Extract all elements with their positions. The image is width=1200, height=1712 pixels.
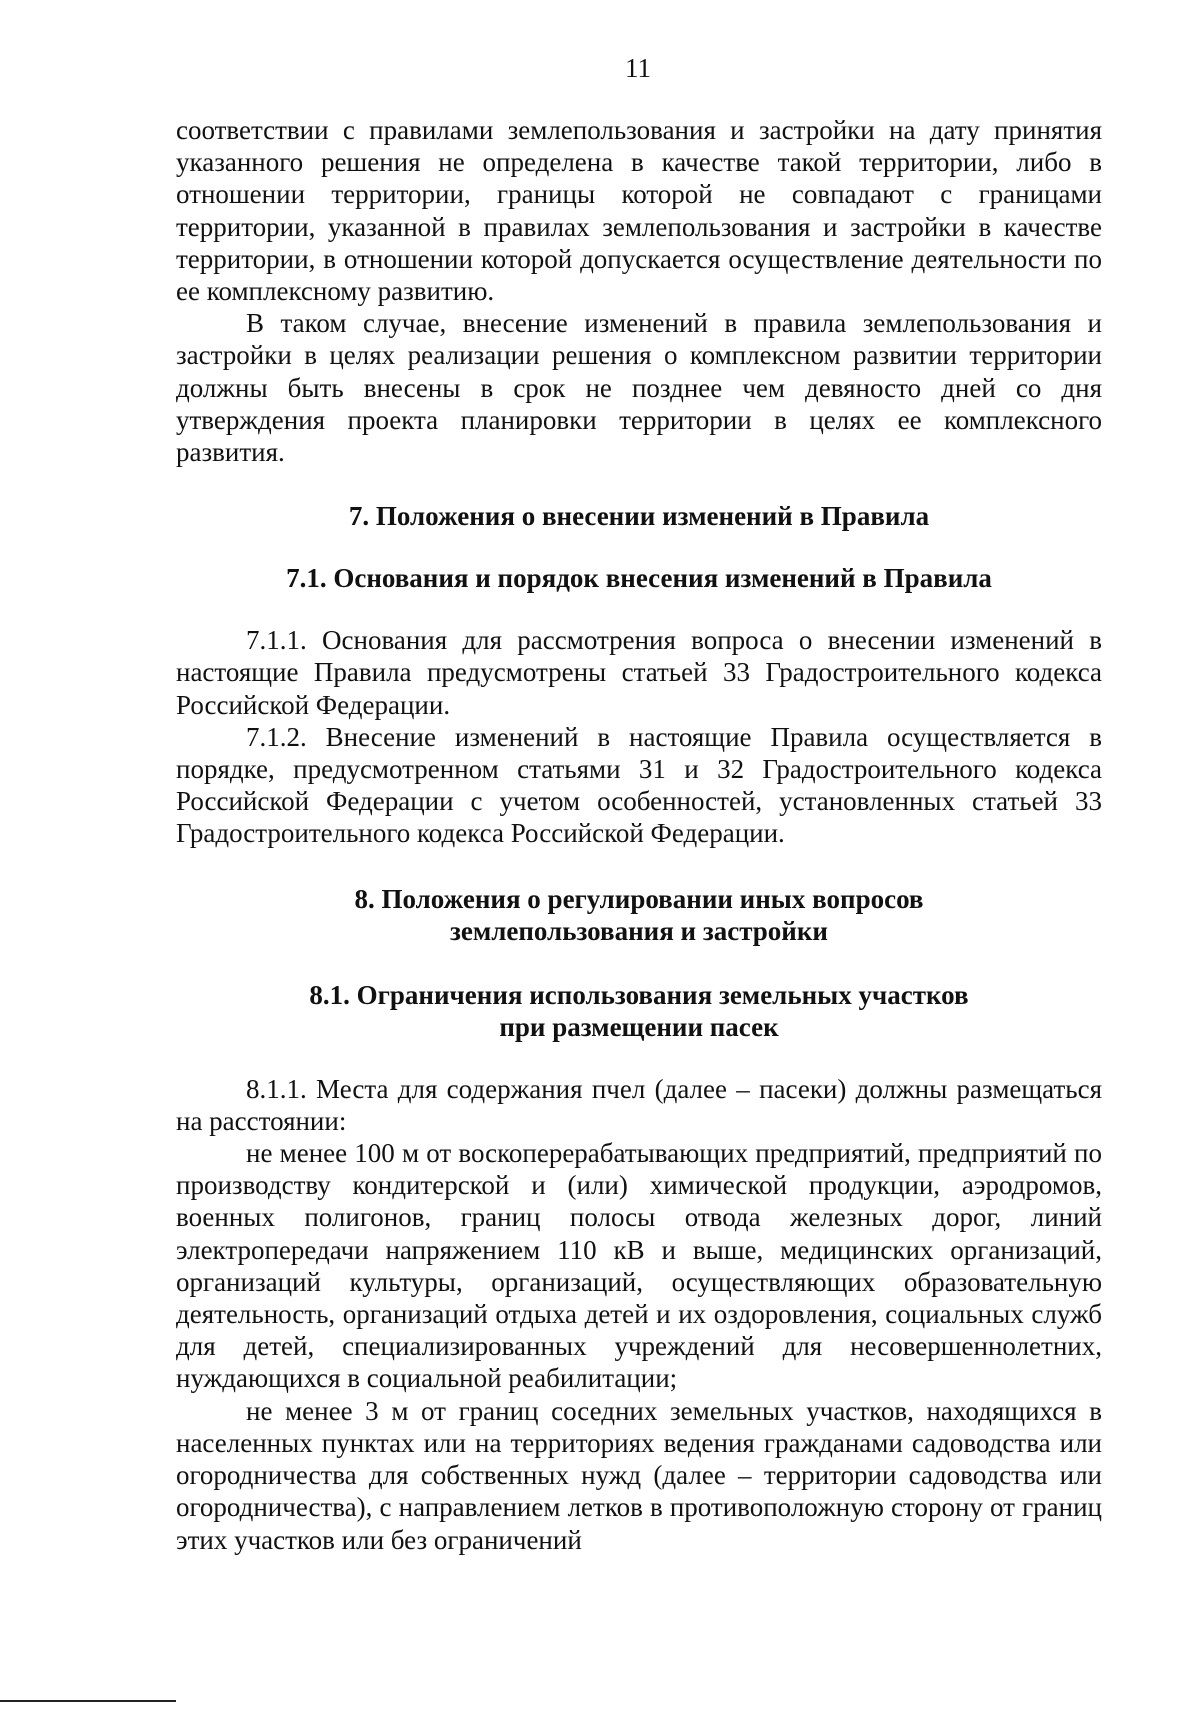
paragraph-7-1-1: 7.1.1. Основания для рассмотрения вопроса о внесении изменений в настоящие Правила предусмотрены статьей 33 Градостроительного кодекса Российской Федерации. — [176, 625, 1102, 720]
paragraph-8-1-1: 8.1.1. Места для содержания пчел (далее – пасеки) должны размещаться на расстоянии: — [176, 1073, 1102, 1136]
subsection-heading-8-1 — [176, 979, 1102, 1043]
page-body — [176, 114, 1102, 1556]
paragraph-continuation: соответствии с правилами землепользования и застройки на дату принятия указанного решения не определена в качестве такой территории, либо в отношении территории, границы которой не совпадают с границами территории, указанной в правилах землепользования и застройки в качестве территории, в отношении которой допускается осуществление деятельности по ее комплексному развитию. — [176, 115, 1102, 307]
paragraph-distance-3m: не менее 3 м от границ соседних земельных участков, находящихся в населенных пунктах или на территориях ведения гражданами садоводства или огородничества для собственных нужд (далее – территории садоводства или огородничества), с направлением летков в противоположную сторону от границ этих участков или без ограничений — [176, 1395, 1102, 1555]
section-heading-7: 7. Положения о внесении изменений в Правила — [348, 501, 930, 532]
subsection-heading-7-1: 7.1. Основания и порядок внесения изменений в Правила — [286, 563, 992, 594]
page-number: 11 — [625, 53, 651, 83]
subsection-heading-8-1-line-2: при размещении пасек — [499, 1011, 779, 1042]
paragraph-7-1-2: 7.1.2. Внесение изменений в настоящие Правила осуществляется в порядке, предусмотренном статьями 31 и 32 Градостроительного кодекса Российской Федерации с учетом особенностей, установленных статьей 33 Градостроительного кодекса Российской Федерации. — [176, 721, 1102, 849]
footnote-divider — [0, 1700, 176, 1702]
section-heading-8-line-2: землепользования и застройки — [450, 915, 828, 946]
paragraph-distance-100m: не менее 100 м от воскоперерабатывающих предприятий, предприятий по производству кондитерской и (или) химической продукции, аэродромов, военных полигонов, границ полосы отвода железных дорог, линий электропередачи напряжением 110 кВ и выше, медицинских организаций, организаций культуры, организаций, осуществляющих образовательную деятельность, организаций отдыха детей и их оздоровления, социальных служб для детей, специализированных учреждений для несовершеннолетних, нуждающихся в социальной реабилитации; — [176, 1138, 1102, 1394]
paragraph-amendment-deadline: В таком случае, внесение изменений в правила землепользования и застройки в целях реализации решения о комплексном развитии территории должны быть внесены в срок не позднее чем девяносто дней со дня утверждения проекта планировки территории в целях ее комплексного развития. — [176, 308, 1102, 468]
section-heading-8-line-1: 8. Положения о регулировании иных вопросов — [354, 883, 924, 914]
section-heading-8 — [176, 883, 1102, 947]
subsection-heading-8-1-line-1: 8.1. Ограничения использования земельных участков — [309, 979, 969, 1010]
